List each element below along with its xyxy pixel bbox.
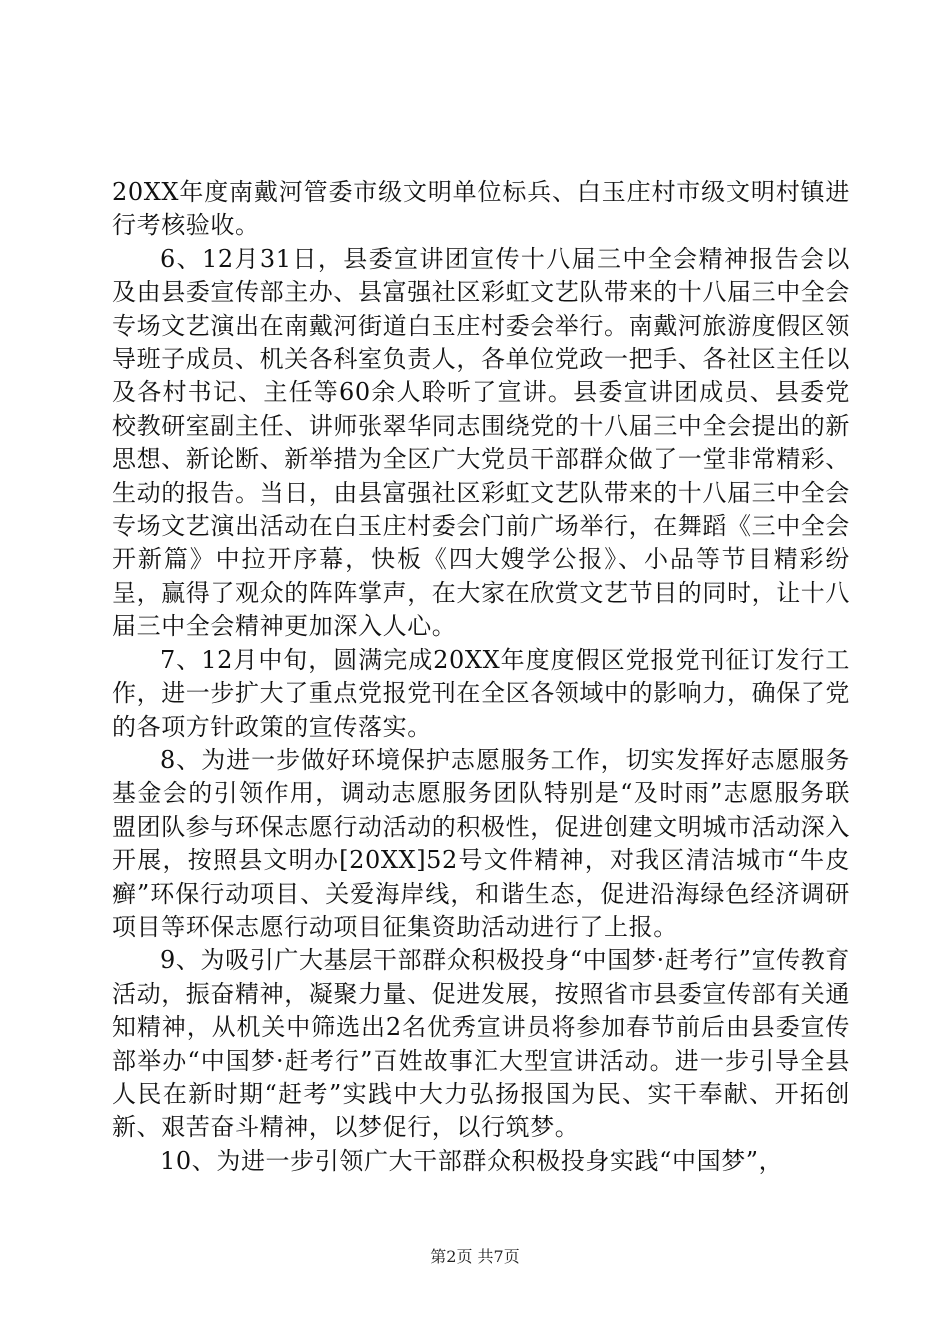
document-body xyxy=(112,176,850,1178)
paragraph-item-8: 8、为进一步做好环境保护志愿服务工作，切实发挥好志愿服务基金会的引领作用，调动志愿服务团队特别是“及时雨”志愿服务联盟团队参与环保志愿行动活动的积极性，促进创建文明城市活动深入开展，按照县文明办[20XX]52号文件精神，对我区清洁城市“牛皮癣”环保行动项目、关爱海岸线，和谐生态，促进沿海绿色经济调研项目等环保志愿行动项目征集资助活动进行了上报。 xyxy=(112,745,850,941)
paragraph-item-9: 9、为吸引广大基层干部群众积极投身“中国梦·赶考行”宣传教育活动，振奋精神，凝聚力量、促进发展，按照省市县委宣传部有关通知精神，从机关中筛选出2名优秀宣讲员将参加春节前后由县委宣传部举办“中国梦·赶考行”百姓故事汇大型宣讲活动。进一步引导全县人民在新时期“赶考”实践中大力弘扬报国为民、实干奉献、开拓创新、艰苦奋斗精神，以梦促行，以行筑梦。 xyxy=(112,946,850,1142)
paragraph-item-6: 6、12月31日，县委宣讲团宣传十八届三中全会精神报告会以及由县委宣传部主办、县富强社区彩虹文艺队带来的十八届三中全会专场文艺演出在南戴河街道白玉庄村委会举行。南戴河旅游度假区领导班子成员、机关各科室负责人，各单位党政一把手、各社区主任以及各村书记、主任等60余人聆听了宣讲。县委宣讲团成员、县委党校教研室副主任、讲师张翠华同志围绕党的十八届三中全会提出的新思想、新论断、新举措为全区广大党员干部群众做了一堂非常精彩、生动的报告。当日，由县富强社区彩虹文艺队带来的十八届三中全会专场文艺演出活动在白玉庄村委会门前广场举行，在舞蹈《三中全会开新篇》中拉开序幕，快板《四大嫂学公报》、小品等节目精彩纷呈，赢得了观众的阵阵掌声，在大家在欣赏文艺节目的同时，让十八届三中全会精神更加深入人心。 xyxy=(112,244,850,641)
page-footer: 第2页 共7页 xyxy=(430,1247,520,1266)
paragraph-item-7: 7、12月中旬，圆满完成20XX年度度假区党报党刊征订发行工作，进一步扩大了重点党报党刊在全区各领域中的影响力，确保了党的各项方针政策的宣传落实。 xyxy=(112,645,850,741)
paragraph-item-10: 10、为进一步引领广大干部群众积极投身实践“中国梦”， xyxy=(160,1146,784,1175)
paragraph-continuation: 20XX年度南戴河管委市级文明单位标兵、白玉庄村市级文明村镇进行考核验收。 xyxy=(112,178,850,240)
